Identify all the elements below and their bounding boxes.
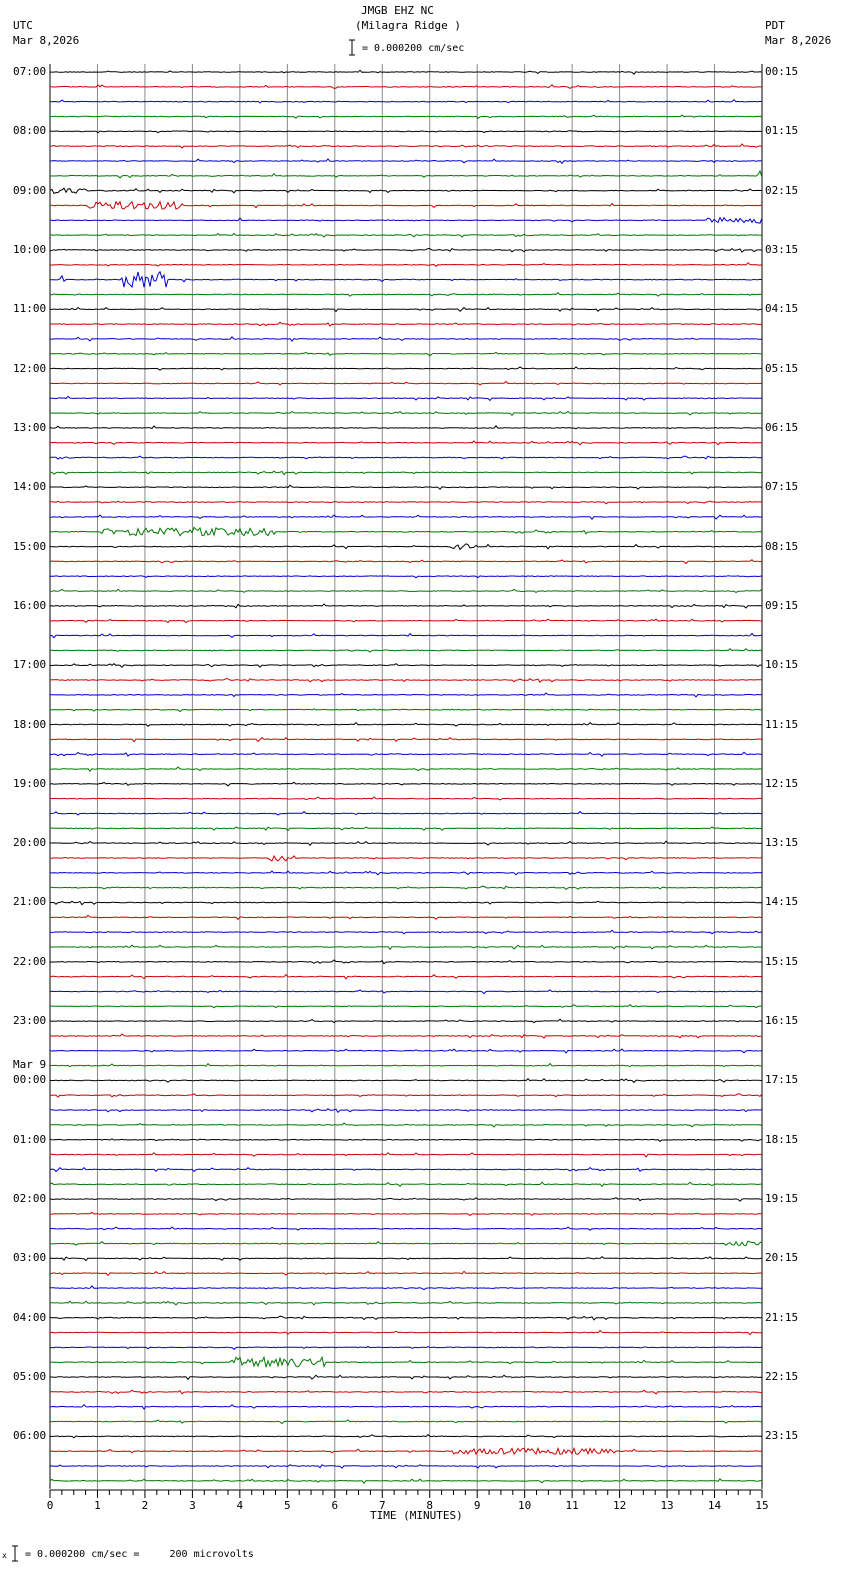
utc-hour-label: 15:00 [13,539,47,553]
utc-hour-label: 02:00 [13,1192,47,1206]
trace-line [50,1049,762,1053]
utc-hour-label: 23:00 [13,1014,47,1028]
x-tick-label: 13 [660,1499,674,1512]
trace-line [50,693,762,697]
trace-line [50,100,762,103]
trace-line [50,1198,762,1202]
trace-line [50,1448,762,1454]
trace-line [50,679,762,683]
trace-line [50,1375,762,1379]
trace-line [50,945,762,949]
x-tick-label: 11 [565,1499,579,1512]
trace-line [50,856,762,861]
pdt-hour-label: 09:15 [765,598,799,612]
trace-line [50,589,762,592]
utc-hour-label: 21:00 [13,895,47,909]
utc-hour-label: 03:00 [13,1251,47,1265]
trace-line [50,1357,762,1367]
pdt-hour-label: 18:15 [765,1132,799,1146]
trace-line [50,411,762,415]
pdt-hour-label: 10:15 [765,658,799,672]
utc-hour-label: 19:00 [13,776,47,790]
x-tick-label: 14 [707,1499,722,1512]
trace-line [50,827,762,831]
trace-line [50,1034,762,1038]
x-tick-label: 9 [473,1499,481,1512]
pdt-hour-label: 20:15 [765,1251,799,1265]
pdt-hour-label: 23:15 [765,1429,799,1443]
trace-line [50,975,762,979]
trace-line [50,901,762,905]
left-timezone: UTC [13,19,33,32]
trace-line [50,960,762,964]
trace-line [50,1347,762,1350]
trace-line [50,396,762,400]
utc-hour-label: 04:00 [13,1310,47,1324]
trace-line [50,233,762,237]
x-tick-label: 2 [141,1499,149,1512]
trace-line [50,1123,762,1127]
x-axis-title: TIME (MINUTES) [370,1509,463,1522]
pdt-hour-label: 01:15 [765,124,799,138]
pdt-hour-label: 06:15 [765,420,799,434]
trace-line [50,485,762,489]
x-tick-label: 5 [284,1499,291,1512]
x-tick-label: 4 [236,1499,244,1512]
pdt-hour-label: 00:15 [765,65,799,78]
x-tick-label: 8 [426,1499,434,1512]
trace-line [50,456,762,459]
trace-line [50,426,762,429]
pdt-hour-label: 14:15 [765,895,799,909]
pdt-hour-label: 16:15 [765,1014,799,1028]
trace-line [50,1064,762,1067]
trace-line [50,797,762,800]
trace-line [50,1005,762,1008]
trace-line [50,1479,762,1483]
trace-line [50,544,762,550]
utc-hour-label: 17:00 [13,658,47,672]
trace-line [50,723,762,727]
x-tick-label: 6 [331,1499,339,1512]
trace-line [50,604,762,608]
right-date: Mar 8,2026 [765,34,832,47]
trace-line [50,767,762,771]
pdt-hour-label: 12:15 [765,776,799,790]
pdt-hour-label: 13:15 [765,836,799,850]
trace-line [50,115,762,118]
utc-hour-label: 22:00 [13,954,47,968]
trace-line [50,322,762,326]
left-date: Mar 8,2026 [13,34,80,47]
utc-hour-label: 01:00 [13,1132,47,1146]
utc-hour-label: 00:00 [13,1073,47,1087]
trace-line [50,1465,762,1469]
trace-line [50,471,762,475]
trace-line [50,990,762,994]
trace-line [50,619,762,623]
trace-line [50,131,762,133]
trace-line [50,738,762,742]
trace-line [50,188,762,193]
utc-hour-label: 05:00 [13,1370,47,1384]
utc-hour-label: 18:00 [13,717,47,731]
pdt-hour-label: 11:15 [765,717,799,731]
trace-line [50,1286,762,1290]
footer-scale-note: = 0.000200 cm/sec = 200 microvolts [25,1549,254,1560]
x-tick-label: 0 [46,1499,54,1512]
trace-line [50,501,762,504]
scale-label: = 0.000200 cm/sec [362,43,465,54]
footer-corner-mark: x [2,1551,7,1560]
pdt-hour-label: 22:15 [765,1370,799,1384]
trace-line [50,367,762,370]
trace-line [50,70,762,74]
utc-hour-label: 06:00 [13,1429,47,1443]
pdt-hour-label: 21:15 [765,1310,799,1324]
x-tick-label: 1 [94,1499,101,1512]
trace-line [50,218,762,224]
trace-line [50,1212,762,1215]
trace-line [50,263,762,267]
pdt-hour-label: 04:15 [765,302,799,316]
trace-line [50,752,762,756]
trace-line [50,841,762,845]
utc-hour-label: 16:00 [13,598,47,612]
trace-line [50,202,762,210]
pdt-hour-label: 02:15 [765,183,799,197]
trace-line [50,1109,762,1113]
utc-hour-label: 07:00 [13,65,47,78]
trace-line [50,633,762,637]
trace-line [50,1094,762,1097]
trace-line [50,1390,762,1394]
trace-line [50,1182,762,1186]
trace-line [50,1257,762,1261]
trace-line [50,709,762,712]
x-tick-label: 12 [612,1499,627,1512]
trace-line [50,915,762,919]
station-title: JMGB EHZ NC [361,4,434,17]
trace-line [50,1331,762,1335]
trace-line [50,144,762,148]
x-tick-label: 10 [518,1499,532,1512]
x-tick-label: 15 [755,1499,769,1512]
utc-hour-label: 14:00 [13,480,47,494]
trace-line [50,1435,762,1438]
trace-line [50,441,762,445]
trace-line [50,1139,762,1142]
trace-line [50,272,762,287]
utc-hour-label: 12:00 [13,361,47,375]
trace-line [50,1168,762,1172]
trace-line [50,1153,762,1157]
trace-line [50,171,762,178]
utc-hour-label: 20:00 [13,836,47,850]
trace-line [50,337,762,341]
pdt-hour-label: 07:15 [765,480,799,494]
trace-line [50,308,762,312]
pdt-hour-label: 17:15 [765,1073,799,1087]
date-change-label: Mar 9 [13,1058,47,1072]
utc-hour-label: 10:00 [13,242,47,256]
trace-line [50,527,762,535]
trace-line [50,352,762,356]
trace-line [50,649,762,652]
site-name: (Milagra Ridge ) [355,19,461,32]
trace-line [50,930,762,934]
pdt-hour-label: 19:15 [765,1192,799,1206]
trace-line [50,1405,762,1409]
trace-line [50,1301,762,1305]
pdt-hour-label: 08:15 [765,539,799,553]
trace-line [50,293,762,297]
trace-line [50,1019,762,1022]
utc-hour-label: 08:00 [13,124,47,138]
trace-line [50,85,762,89]
trace-line [50,1316,762,1320]
seismic-traces [50,70,762,1483]
trace-line [50,515,762,519]
utc-hour-label: 13:00 [13,420,47,434]
x-tick-label: 7 [378,1499,386,1512]
trace-line [50,782,762,786]
trace-line [50,1227,762,1230]
trace-line [50,576,762,578]
trace-line [50,812,762,815]
trace-line [50,871,762,875]
trace-line [50,1241,762,1245]
pdt-hour-label: 05:15 [765,361,799,375]
trace-line [50,664,762,668]
trace-line [50,1079,762,1083]
trace-line [50,249,762,253]
pdt-hour-label: 15:15 [765,954,799,968]
trace-line [50,1271,762,1275]
pdt-hour-label: 03:15 [765,242,799,256]
trace-line [50,886,762,889]
trace-line [50,1420,762,1424]
utc-hour-label: 11:00 [13,302,47,316]
trace-line [50,382,762,385]
x-tick-label: 3 [189,1499,196,1512]
trace-line [50,159,762,163]
right-timezone: PDT [765,19,785,32]
trace-line [50,560,762,564]
utc-hour-label: 09:00 [13,183,47,197]
